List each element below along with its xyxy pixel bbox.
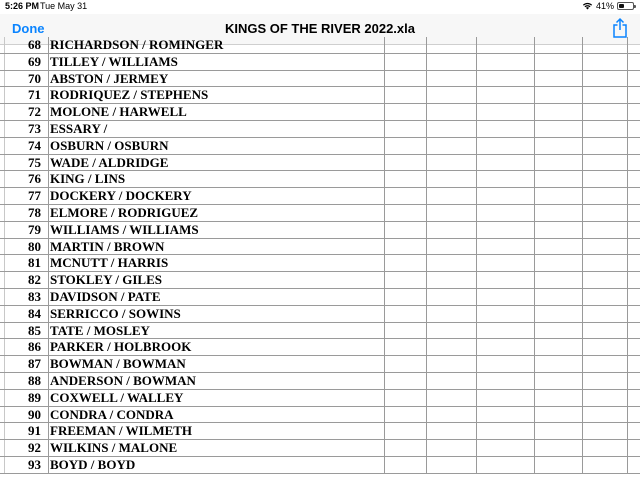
empty-cell[interactable] bbox=[476, 255, 534, 271]
row-number: 79 bbox=[28, 221, 41, 237]
empty-cell[interactable] bbox=[582, 255, 628, 271]
cell-divider bbox=[48, 323, 49, 339]
row-number: 81 bbox=[28, 255, 41, 271]
empty-cell[interactable] bbox=[384, 104, 426, 120]
empty-cell[interactable] bbox=[426, 71, 476, 87]
wifi-icon bbox=[582, 2, 593, 10]
team-names: STOKLEY / GILES bbox=[50, 272, 162, 288]
name-cell[interactable] bbox=[4, 356, 384, 372]
row-number: 80 bbox=[28, 238, 41, 254]
row-number: 72 bbox=[28, 104, 41, 120]
name-cell[interactable] bbox=[4, 390, 384, 406]
empty-cell[interactable] bbox=[476, 407, 534, 423]
team-names: FREEMAN / WILMETH bbox=[50, 423, 193, 439]
row-number: 68 bbox=[28, 37, 41, 52]
team-names: TATE / MOSLEY bbox=[50, 322, 150, 338]
team-names: BOWMAN / BOWMAN bbox=[50, 356, 186, 372]
battery-icon bbox=[617, 2, 634, 10]
empty-cell[interactable] bbox=[476, 373, 534, 389]
cell-divider bbox=[48, 390, 49, 406]
row-number: 73 bbox=[28, 120, 41, 136]
name-cell[interactable] bbox=[4, 289, 384, 305]
table-row bbox=[0, 272, 640, 289]
cell-divider bbox=[48, 239, 49, 255]
table-row bbox=[0, 323, 640, 340]
cell-divider bbox=[48, 87, 49, 103]
empty-cell[interactable] bbox=[534, 255, 582, 271]
empty-cell[interactable] bbox=[384, 171, 426, 187]
table-row bbox=[0, 222, 640, 239]
empty-cell[interactable] bbox=[582, 54, 628, 70]
empty-cell[interactable] bbox=[426, 356, 476, 372]
empty-cell[interactable] bbox=[582, 188, 628, 204]
team-names: SERRICCO / SOWINS bbox=[50, 305, 181, 321]
table-row bbox=[0, 54, 640, 71]
empty-cell[interactable] bbox=[582, 121, 628, 137]
name-cell[interactable] bbox=[4, 71, 384, 87]
status-bar bbox=[0, 0, 640, 14]
empty-cell[interactable] bbox=[534, 407, 582, 423]
empty-cell[interactable] bbox=[534, 423, 582, 439]
cell-divider bbox=[48, 205, 49, 221]
name-cell[interactable] bbox=[4, 54, 384, 70]
empty-cell[interactable] bbox=[426, 54, 476, 70]
cell-divider bbox=[48, 71, 49, 87]
table-row bbox=[0, 37, 640, 54]
team-names: TILLEY / WILLIAMS bbox=[50, 53, 178, 69]
name-cell[interactable] bbox=[4, 155, 384, 171]
cell-divider bbox=[48, 54, 49, 70]
empty-cell[interactable] bbox=[426, 323, 476, 339]
empty-cell[interactable] bbox=[384, 239, 426, 255]
empty-cell[interactable] bbox=[426, 339, 476, 355]
team-names: KING / LINS bbox=[50, 171, 126, 187]
cell-divider bbox=[48, 222, 49, 238]
share-icon[interactable] bbox=[612, 18, 628, 38]
empty-cell[interactable] bbox=[582, 457, 628, 473]
empty-cell[interactable] bbox=[426, 87, 476, 103]
empty-cell[interactable] bbox=[426, 239, 476, 255]
table-row bbox=[0, 390, 640, 407]
spreadsheet-rows bbox=[0, 37, 640, 474]
row-number: 89 bbox=[28, 389, 41, 405]
row-number: 71 bbox=[28, 87, 41, 103]
empty-cell[interactable] bbox=[476, 339, 534, 355]
name-cell[interactable] bbox=[4, 373, 384, 389]
empty-cell[interactable] bbox=[476, 272, 534, 288]
empty-cell[interactable] bbox=[426, 373, 476, 389]
empty-cell[interactable] bbox=[534, 239, 582, 255]
table-row bbox=[0, 138, 640, 155]
team-names: WADE / ALDRIDGE bbox=[50, 154, 169, 170]
name-cell[interactable] bbox=[4, 407, 384, 423]
empty-cell[interactable] bbox=[384, 423, 426, 439]
table-row bbox=[0, 188, 640, 205]
team-names: MOLONE / HARWELL bbox=[50, 104, 187, 120]
row-number: 92 bbox=[28, 440, 41, 456]
battery-level-fill bbox=[619, 4, 624, 8]
empty-cell[interactable] bbox=[384, 440, 426, 456]
row-number: 70 bbox=[28, 70, 41, 86]
table-row bbox=[0, 239, 640, 256]
empty-cell[interactable] bbox=[534, 87, 582, 103]
empty-cell[interactable] bbox=[582, 356, 628, 372]
empty-cell[interactable] bbox=[384, 390, 426, 406]
team-names: ABSTON / JERMEY bbox=[50, 70, 169, 86]
empty-cell[interactable] bbox=[534, 440, 582, 456]
team-names: OSBURN / OSBURN bbox=[50, 137, 169, 153]
empty-cell[interactable] bbox=[384, 54, 426, 70]
empty-cell[interactable] bbox=[582, 272, 628, 288]
table-row bbox=[0, 104, 640, 121]
row-number: 91 bbox=[28, 423, 41, 439]
row-number: 74 bbox=[28, 137, 41, 153]
row-number: 76 bbox=[28, 171, 41, 187]
empty-cell[interactable] bbox=[476, 205, 534, 221]
empty-cell[interactable] bbox=[582, 37, 628, 53]
table-row bbox=[0, 306, 640, 323]
cell-divider bbox=[48, 423, 49, 439]
empty-cell[interactable] bbox=[582, 390, 628, 406]
empty-cell[interactable] bbox=[426, 457, 476, 473]
spreadsheet-view[interactable] bbox=[0, 37, 640, 480]
empty-cell[interactable] bbox=[582, 239, 628, 255]
cell-divider bbox=[48, 339, 49, 355]
table-row bbox=[0, 71, 640, 88]
row-number: 82 bbox=[28, 272, 41, 288]
status-right bbox=[582, 1, 634, 11]
empty-cell[interactable] bbox=[384, 205, 426, 221]
empty-cell[interactable] bbox=[384, 121, 426, 137]
empty-cell[interactable] bbox=[426, 37, 476, 53]
name-cell[interactable] bbox=[4, 440, 384, 456]
empty-cell[interactable] bbox=[534, 323, 582, 339]
row-number: 90 bbox=[28, 406, 41, 422]
empty-cell[interactable] bbox=[384, 407, 426, 423]
empty-cell[interactable] bbox=[582, 205, 628, 221]
empty-cell[interactable] bbox=[476, 171, 534, 187]
cell-divider bbox=[48, 188, 49, 204]
status-date: Tue May 31 bbox=[40, 1, 88, 11]
empty-cell[interactable] bbox=[582, 138, 628, 154]
empty-cell[interactable] bbox=[582, 407, 628, 423]
name-cell[interactable] bbox=[4, 339, 384, 355]
empty-cell[interactable] bbox=[384, 339, 426, 355]
name-cell[interactable] bbox=[4, 188, 384, 204]
cell-divider bbox=[48, 289, 49, 305]
row-number: 83 bbox=[28, 288, 41, 304]
empty-cell[interactable] bbox=[534, 54, 582, 70]
cell-divider bbox=[48, 373, 49, 389]
cell-divider bbox=[48, 306, 49, 322]
empty-cell[interactable] bbox=[476, 440, 534, 456]
table-row bbox=[0, 121, 640, 138]
table-row bbox=[0, 373, 640, 390]
table-row bbox=[0, 255, 640, 272]
team-names: BOYD / BOYD bbox=[50, 456, 136, 472]
empty-cell[interactable] bbox=[384, 289, 426, 305]
empty-cell[interactable] bbox=[476, 222, 534, 238]
table-row bbox=[0, 440, 640, 457]
empty-cell[interactable] bbox=[426, 407, 476, 423]
empty-cell[interactable] bbox=[476, 54, 534, 70]
name-cell[interactable] bbox=[4, 205, 384, 221]
empty-cell[interactable] bbox=[582, 71, 628, 87]
table-row bbox=[0, 289, 640, 306]
name-cell[interactable] bbox=[4, 272, 384, 288]
empty-cell[interactable] bbox=[582, 155, 628, 171]
empty-cell[interactable] bbox=[582, 423, 628, 439]
team-names: PARKER / HOLBROOK bbox=[50, 339, 192, 355]
empty-cell[interactable] bbox=[582, 306, 628, 322]
done-button[interactable]: Done bbox=[12, 21, 45, 36]
name-cell[interactable] bbox=[4, 239, 384, 255]
row-number: 85 bbox=[28, 322, 41, 338]
empty-cell[interactable] bbox=[384, 306, 426, 322]
empty-cell[interactable] bbox=[384, 323, 426, 339]
empty-cell[interactable] bbox=[426, 390, 476, 406]
empty-cell[interactable] bbox=[384, 71, 426, 87]
empty-cell[interactable] bbox=[582, 171, 628, 187]
team-names: COXWELL / WALLEY bbox=[50, 389, 184, 405]
table-row bbox=[0, 205, 640, 222]
empty-cell[interactable] bbox=[426, 255, 476, 271]
empty-cell[interactable] bbox=[476, 138, 534, 154]
team-names: ELMORE / RODRIGUEZ bbox=[50, 204, 199, 220]
empty-cell[interactable] bbox=[582, 373, 628, 389]
empty-cell[interactable] bbox=[476, 423, 534, 439]
team-names: MCNUTT / HARRIS bbox=[50, 255, 169, 271]
name-cell[interactable] bbox=[4, 255, 384, 271]
empty-cell[interactable] bbox=[476, 87, 534, 103]
empty-cell[interactable] bbox=[384, 155, 426, 171]
empty-cell[interactable] bbox=[384, 373, 426, 389]
empty-cell[interactable] bbox=[476, 289, 534, 305]
name-cell[interactable] bbox=[4, 121, 384, 137]
empty-cell[interactable] bbox=[534, 71, 582, 87]
name-cell[interactable] bbox=[4, 37, 384, 53]
table-row bbox=[0, 457, 640, 474]
empty-cell[interactable] bbox=[534, 104, 582, 120]
cell-divider bbox=[48, 138, 49, 154]
name-cell[interactable] bbox=[4, 457, 384, 473]
empty-cell[interactable] bbox=[534, 205, 582, 221]
team-names: WILKINS / MALONE bbox=[50, 440, 178, 456]
empty-cell[interactable] bbox=[384, 255, 426, 271]
team-names: DAVIDSON / PATE bbox=[50, 288, 161, 304]
cell-divider bbox=[48, 155, 49, 171]
cell-divider bbox=[48, 104, 49, 120]
empty-cell[interactable] bbox=[534, 339, 582, 355]
row-number: 77 bbox=[28, 188, 41, 204]
team-names: ANDERSON / BOWMAN bbox=[50, 372, 196, 388]
empty-cell[interactable] bbox=[534, 457, 582, 473]
cell-divider bbox=[48, 407, 49, 423]
empty-cell[interactable] bbox=[534, 373, 582, 389]
empty-cell[interactable] bbox=[476, 457, 534, 473]
empty-cell[interactable] bbox=[426, 289, 476, 305]
document-title: KINGS OF THE RIVER 2022.xla bbox=[224, 21, 415, 36]
empty-cell[interactable] bbox=[582, 289, 628, 305]
row-number: 87 bbox=[28, 356, 41, 372]
table-row bbox=[0, 423, 640, 440]
empty-cell[interactable] bbox=[384, 37, 426, 53]
empty-cell[interactable] bbox=[534, 306, 582, 322]
name-cell[interactable] bbox=[4, 222, 384, 238]
cell-divider bbox=[48, 440, 49, 456]
empty-cell[interactable] bbox=[426, 188, 476, 204]
empty-cell[interactable] bbox=[426, 155, 476, 171]
team-names: CONDRA / CONDRA bbox=[50, 406, 174, 422]
table-row bbox=[0, 171, 640, 188]
empty-cell[interactable] bbox=[534, 37, 582, 53]
row-number: 84 bbox=[28, 305, 41, 321]
empty-cell[interactable] bbox=[582, 87, 628, 103]
name-cell[interactable] bbox=[4, 104, 384, 120]
empty-cell[interactable] bbox=[476, 306, 534, 322]
team-names: ESSARY / bbox=[50, 120, 108, 136]
empty-cell[interactable] bbox=[534, 390, 582, 406]
team-names: MARTIN / BROWN bbox=[50, 238, 165, 254]
name-cell[interactable] bbox=[4, 423, 384, 439]
name-cell[interactable] bbox=[4, 306, 384, 322]
empty-cell[interactable] bbox=[426, 121, 476, 137]
empty-cell[interactable] bbox=[534, 121, 582, 137]
empty-cell[interactable] bbox=[476, 323, 534, 339]
table-row bbox=[0, 356, 640, 373]
empty-cell[interactable] bbox=[534, 289, 582, 305]
empty-cell[interactable] bbox=[476, 71, 534, 87]
empty-cell[interactable] bbox=[476, 188, 534, 204]
table-row bbox=[0, 155, 640, 172]
empty-cell[interactable] bbox=[476, 239, 534, 255]
empty-cell[interactable] bbox=[534, 138, 582, 154]
name-cell[interactable] bbox=[4, 87, 384, 103]
cell-divider bbox=[48, 255, 49, 271]
empty-cell[interactable] bbox=[534, 356, 582, 372]
empty-cell[interactable] bbox=[426, 222, 476, 238]
cell-divider bbox=[48, 37, 49, 53]
empty-cell[interactable] bbox=[476, 121, 534, 137]
empty-cell[interactable] bbox=[476, 104, 534, 120]
empty-cell[interactable] bbox=[476, 37, 534, 53]
empty-cell[interactable] bbox=[476, 356, 534, 372]
table-row bbox=[0, 87, 640, 104]
empty-cell[interactable] bbox=[426, 306, 476, 322]
empty-cell[interactable] bbox=[384, 457, 426, 473]
cell-divider bbox=[48, 171, 49, 187]
empty-cell[interactable] bbox=[534, 155, 582, 171]
empty-cell[interactable] bbox=[476, 155, 534, 171]
row-number: 75 bbox=[28, 154, 41, 170]
empty-cell[interactable] bbox=[384, 138, 426, 154]
empty-cell[interactable] bbox=[582, 222, 628, 238]
status-time: 5:26 PM bbox=[5, 1, 40, 11]
empty-cell[interactable] bbox=[582, 339, 628, 355]
row-number: 69 bbox=[28, 53, 41, 69]
name-cell[interactable] bbox=[4, 138, 384, 154]
empty-cell[interactable] bbox=[534, 222, 582, 238]
empty-cell[interactable] bbox=[426, 138, 476, 154]
empty-cell[interactable] bbox=[582, 440, 628, 456]
empty-cell[interactable] bbox=[426, 171, 476, 187]
empty-cell[interactable] bbox=[426, 423, 476, 439]
row-number: 78 bbox=[28, 204, 41, 220]
table-row bbox=[0, 407, 640, 424]
empty-cell[interactable] bbox=[426, 272, 476, 288]
empty-cell[interactable] bbox=[426, 205, 476, 221]
name-cell[interactable] bbox=[4, 171, 384, 187]
empty-cell[interactable] bbox=[426, 104, 476, 120]
row-number: 93 bbox=[28, 456, 41, 472]
empty-cell[interactable] bbox=[534, 188, 582, 204]
table-row bbox=[0, 339, 640, 356]
empty-cell[interactable] bbox=[384, 87, 426, 103]
empty-cell[interactable] bbox=[582, 323, 628, 339]
empty-cell[interactable] bbox=[476, 390, 534, 406]
row-number: 86 bbox=[28, 339, 41, 355]
team-names: RODRIQUEZ / STEPHENS bbox=[50, 87, 209, 103]
empty-cell[interactable] bbox=[426, 440, 476, 456]
cell-divider bbox=[48, 356, 49, 372]
team-names: RICHARDSON / ROMINGER bbox=[50, 37, 224, 52]
cell-divider bbox=[48, 457, 49, 473]
empty-cell[interactable] bbox=[534, 171, 582, 187]
empty-cell[interactable] bbox=[384, 188, 426, 204]
cell-divider bbox=[48, 121, 49, 137]
empty-cell[interactable] bbox=[384, 356, 426, 372]
empty-cell[interactable] bbox=[534, 272, 582, 288]
team-names: WILLIAMS / WILLIAMS bbox=[50, 221, 199, 237]
empty-cell[interactable] bbox=[582, 104, 628, 120]
name-cell[interactable] bbox=[4, 323, 384, 339]
empty-cell[interactable] bbox=[384, 272, 426, 288]
empty-cell[interactable] bbox=[384, 222, 426, 238]
battery-percent: 41% bbox=[595, 1, 614, 11]
team-names: DOCKERY / DOCKERY bbox=[50, 188, 192, 204]
cell-divider bbox=[48, 272, 49, 288]
row-number: 88 bbox=[28, 372, 41, 388]
